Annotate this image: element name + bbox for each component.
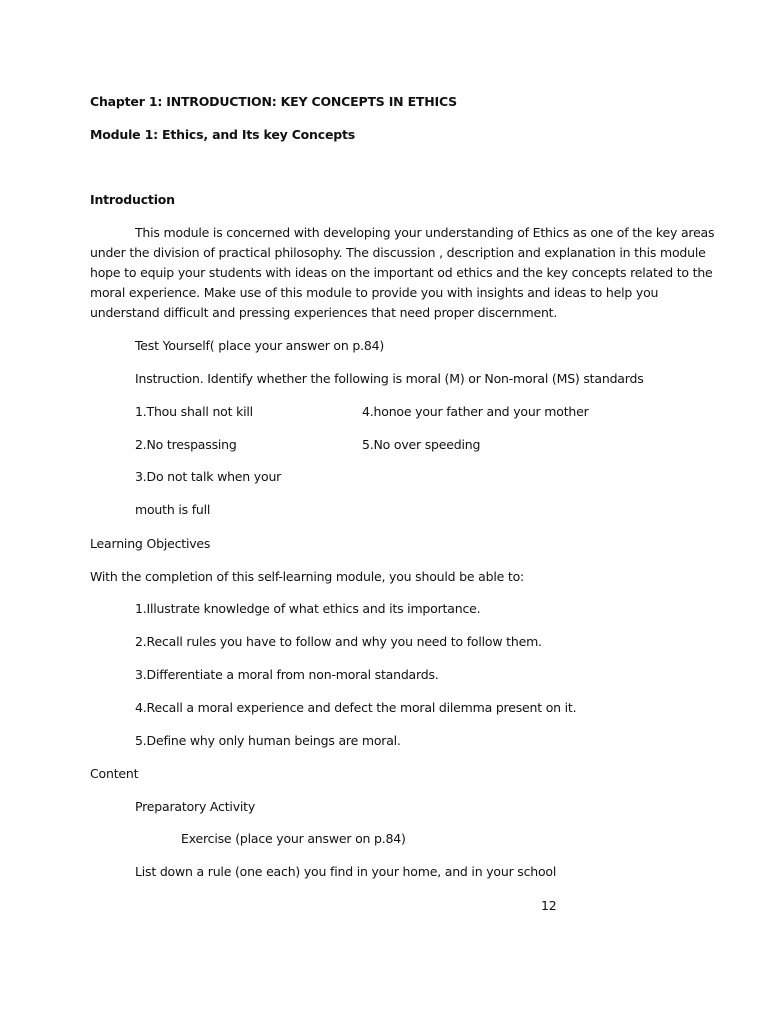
introduction-paragraph-line: hope to equip your students with ideas on the important od ethics and the key concepts related to the bbox=[90, 265, 713, 280]
introduction-paragraph-line: under the division of practical philosophy. The discussion , description and explanation in this module bbox=[90, 245, 706, 260]
content-heading: Content bbox=[90, 766, 139, 781]
learning-objectives-intro: With the completion of this self-learning module, you should be able to: bbox=[90, 569, 525, 584]
test-item: 3.Do not talk when your bbox=[135, 469, 282, 484]
module-title: Module 1: Ethics, and Its key Concepts bbox=[90, 127, 356, 142]
objective-item: 5.Define why only human beings are moral. bbox=[135, 733, 401, 748]
test-item: 2.No trespassing bbox=[135, 437, 237, 452]
introduction-paragraph-line: understand difficult and pressing experiences that need proper discernment. bbox=[90, 305, 558, 320]
test-item: 1.Thou shall not kill bbox=[135, 404, 253, 419]
introduction-heading: Introduction bbox=[90, 192, 175, 207]
chapter-title: Chapter 1: INTRODUCTION: KEY CONCEPTS IN ETHICS bbox=[90, 94, 457, 109]
exercise-instruction: List down a rule (one each) you find in your home, and in your school bbox=[135, 864, 557, 879]
test-yourself-instruction: Instruction. Identify whether the following is moral (M) or Non-moral (MS) standards bbox=[135, 371, 644, 386]
learning-objectives-heading: Learning Objectives bbox=[90, 536, 211, 551]
objective-item: 4.Recall a moral experience and defect the moral dilemma present on it. bbox=[135, 700, 577, 715]
test-item: 5.No over speeding bbox=[362, 437, 481, 452]
page-number: 12 bbox=[541, 898, 557, 913]
test-item: 4.honoe your father and your mother bbox=[362, 404, 589, 419]
introduction-paragraph-line: moral experience. Make use of this module to provide you with insights and ideas to help you bbox=[90, 285, 659, 300]
test-yourself-title: Test Yourself( place your answer on p.84) bbox=[135, 338, 385, 353]
exercise-label: Exercise (place your answer on p.84) bbox=[181, 831, 406, 846]
objective-item: 1.Illustrate knowledge of what ethics and its importance. bbox=[135, 601, 481, 616]
preparatory-activity-heading: Preparatory Activity bbox=[135, 799, 256, 814]
introduction-paragraph-line: This module is concerned with developing your understanding of Ethics as one of the key areas bbox=[135, 225, 715, 240]
objective-item: 3.Differentiate a moral from non-moral standards. bbox=[135, 667, 439, 682]
objective-item: 2.Recall rules you have to follow and why you need to follow them. bbox=[135, 634, 542, 649]
test-item-continuation: mouth is full bbox=[135, 502, 211, 517]
